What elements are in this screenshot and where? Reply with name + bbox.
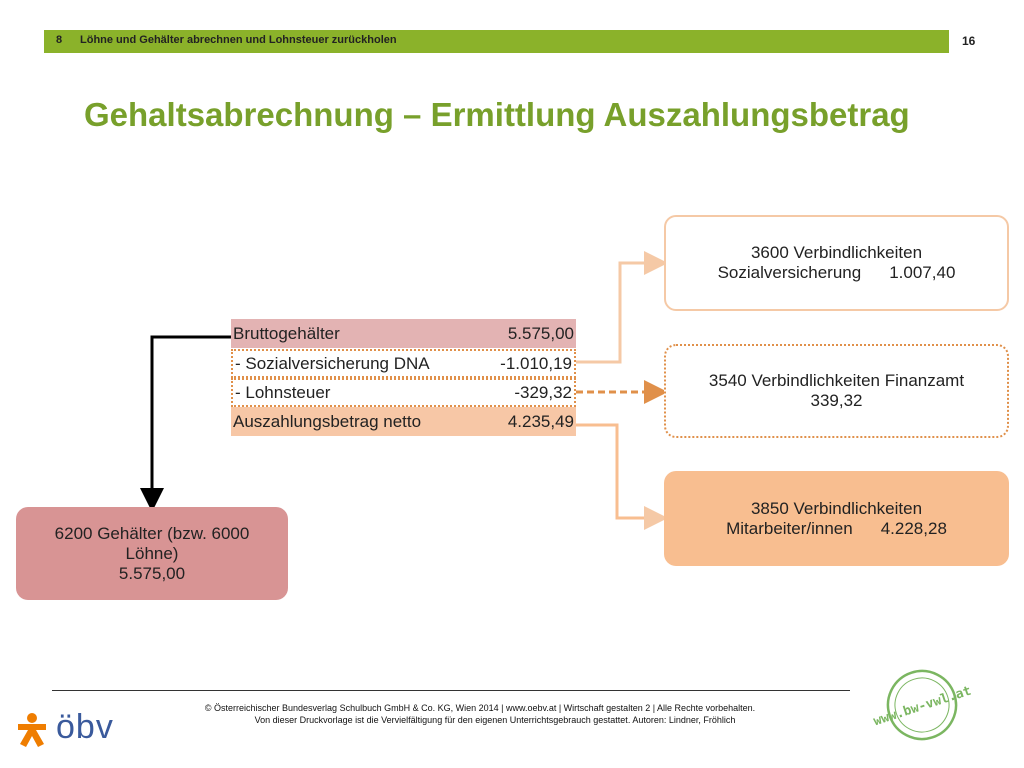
account-box-6200 xyxy=(16,507,288,600)
calc-label: Bruttogehälter xyxy=(233,323,340,343)
arrow-brutto-to-6200 xyxy=(152,337,231,500)
arrow-sv-to-3600 xyxy=(576,263,656,362)
account-box-3600 xyxy=(664,215,1009,311)
account-line xyxy=(664,519,1009,539)
footer-divider xyxy=(52,690,850,691)
calc-value: -1.010,19 xyxy=(500,353,572,373)
account-line: 3540 Verbindlichkeiten Finanzamt xyxy=(708,371,965,390)
page-number: 16 xyxy=(962,34,976,48)
account-value: 5.575,00 xyxy=(118,563,186,583)
stamp-text: www.bw-vwl.at xyxy=(871,683,974,730)
footer-note: Von dieser Druckvorlage ist die Vervielfältigung für den eigenen Unterrichtsgebrauch gestattet. Autoren: Lindner, Fröhlich xyxy=(254,715,736,725)
account-value: 4.228,28 xyxy=(880,518,947,538)
calc-row-netto xyxy=(231,407,576,436)
calc-row-sozialversicherung xyxy=(231,349,576,378)
account-box-3540 xyxy=(664,344,1009,438)
chapter-number: 8 xyxy=(56,34,63,46)
chapter-title: Löhne und Gehälter abrechnen und Lohnsteuer zurückholen xyxy=(80,34,397,46)
account-line: 6200 Gehälter (bzw. 6000 xyxy=(54,523,250,543)
calc-label: Auszahlungsbetrag netto xyxy=(233,411,422,431)
calc-value: -329,32 xyxy=(514,382,572,402)
bw-vwl-stamp-icon xyxy=(862,665,982,745)
calc-label: - Sozialversicherung DNA xyxy=(235,353,430,373)
calc-row-brutto xyxy=(231,319,576,348)
account-line: Löhne) xyxy=(125,543,179,563)
calc-value: 5.575,00 xyxy=(507,323,574,343)
oebv-logo: öbv xyxy=(56,708,114,746)
account-line: 3850 Verbindlichkeiten xyxy=(750,498,923,518)
account-line xyxy=(666,263,1007,283)
account-label: Mitarbeiter/innen xyxy=(726,518,853,538)
account-line: 3600 Verbindlichkeiten xyxy=(750,243,923,262)
footer-copyright: © Österreichischer Bundesverlag Schulbuch GmbH & Co. KG, Wien 2014 | www.oebv.at | Wirtschaft gestalten 2 | Alle Rechte vorbehalten. xyxy=(204,703,756,713)
arrow-netto-to-3850 xyxy=(576,425,656,518)
account-value: 1.007,40 xyxy=(889,263,956,282)
calc-row-lohnsteuer xyxy=(231,378,576,407)
slide-title: Gehaltsabrechnung – Ermittlung Auszahlungsbetrag xyxy=(84,96,910,133)
account-label: Sozialversicherung xyxy=(717,263,862,282)
account-value: 339,32 xyxy=(810,391,863,410)
calc-label: - Lohnsteuer xyxy=(235,382,331,402)
account-box-3850 xyxy=(664,471,1009,566)
calc-value: 4.235,49 xyxy=(507,411,574,431)
